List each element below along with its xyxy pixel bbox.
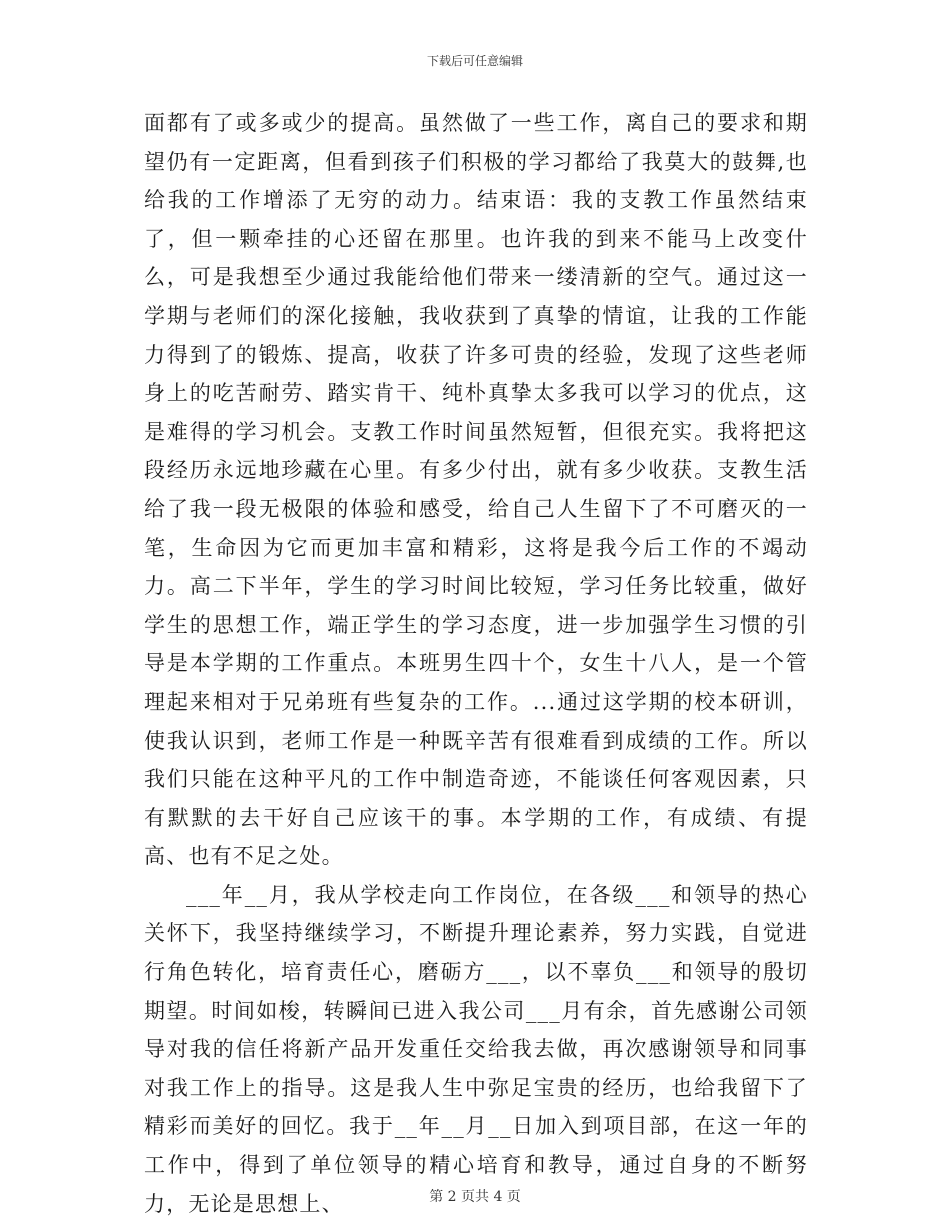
page-number-footer: 第 2 页共 4 页 — [429, 1189, 521, 1205]
paragraph-1: 面都有了或多或少的提高。虽然做了一些工作，离自己的要求和期望仍有一定距离，但看到孩子们积极的学习都给了我莫大的鼓舞,也给我的工作增添了无穷的动力。结束语：我的支教工作虽然结束了，但一颗牵挂的心还留在那里。也许我的到来不能马上改变什么，可是我想至少通过我能给他们带来一缕清新的空气。通过这一学期与老师们的深化接触，我收获到了真挚的情谊，让我的工作能力得到了的锻炼、提高，收获了许多可贵的经验，发现了这些老师身上的吃苦耐劳、踏实肯干、纯朴真挚太多我可以学习的优点，这是难得的学习机会。支教工作时间虽然短暂，但很充实。我将把这段经历永远地珍藏在心里。有多少付出，就有多少收获。支教生活给了我一段无极限的体验和感受，给自己人生留下了不可磨灭的一笔，生命因为它而更加丰富和精彩，这将是我今后工作的不竭动力。高二下半年，学生的学习时间比较短，学习任务比较重，做好学生的思想工作，端正学生的学习态度，进一步加强学生习惯的引导是本学期的工作重点。本班男生四十个，女生十八人，是一个管理起来相对于兄弟班有些复杂的工作。...通过这学期的校本研训，使我认识到，老师工作是一种既辛苦有很难看到成绩的工作。所以我们只能在这种平凡的工作中制造奇迹，不能谈任何客观因素，只有默默的去干好自己应该干的事。本学期的工作，有成绩、有提高、也有不足之处。 — [144, 111, 808, 869]
page-header: 下载后可任意编辑 — [426, 54, 523, 68]
document-body — [144, 104, 808, 1223]
paragraph-2: ___年__月，我从学校走向工作岗位，在各级___和领导的热心关怀下，我坚持继续学习，不断提升理论素养，努力实践，自觉进行角色转化，培育责任心，磨砺方___，以不辜负___和领导的殷切期望。时间如梭，转瞬间已进入我公司___月有余，首先感谢公司领导对我的信任将新产品开发重任交给我去做，再次感谢领导和同事对我工作上的指导。这是我人生中弥足宝贵的经历，也给我留下了精彩而美好的回忆。我于__年__月__日加入到项目部，在这一年的工作中，得到了单位领导的精心培育和教导，通过自身的不断努力，无论是思想上、 — [144, 882, 808, 1216]
